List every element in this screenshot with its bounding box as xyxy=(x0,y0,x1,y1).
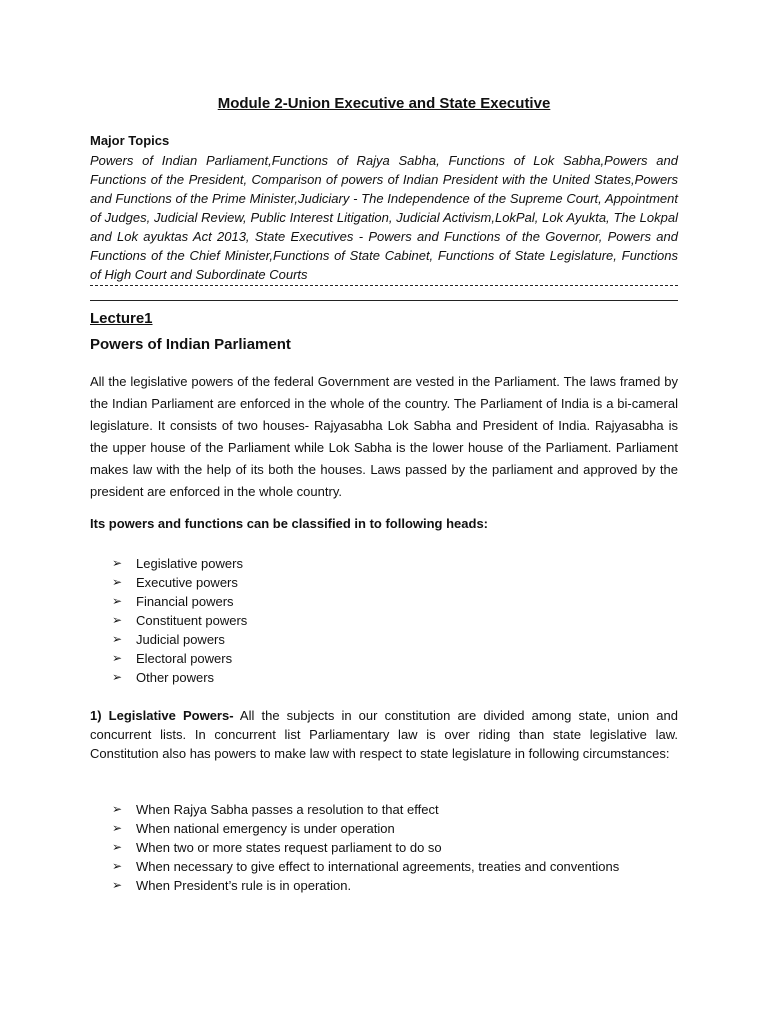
list-item xyxy=(112,857,619,876)
circumstances-list xyxy=(112,800,619,895)
list-item xyxy=(112,649,247,668)
arrow-bullet-icon: ➢ xyxy=(112,632,123,646)
list-item xyxy=(112,800,619,819)
list-item xyxy=(112,611,247,630)
arrow-bullet-icon: ➢ xyxy=(112,859,123,873)
section-heading: Powers of Indian Parliament xyxy=(90,336,291,353)
list-item xyxy=(112,592,247,611)
list-item-label: When President’s rule is in operation. xyxy=(136,878,352,893)
arrow-bullet-icon: ➢ xyxy=(112,878,123,892)
list-item xyxy=(112,668,247,687)
arrow-bullet-icon: ➢ xyxy=(112,613,123,627)
list-item-label: When national emergency is under operation xyxy=(136,821,395,836)
dashed-divider xyxy=(90,285,678,286)
list-item xyxy=(112,838,619,857)
major-topics-text: Powers of Indian Parliament,Functions of Rajya Sabha, Functions of Lok Sabha,Powers and Functions of the President, Comparison of powers of Indian President with the United States,Powers and Functions of the Prime Minister,Judiciary - The Independence of the Supreme Court, Appointment of Judges, Judicial Review, Public Interest Litigation, Judicial Activism,LokPal, Lok Ayukta, The Lokpal and Lok ayuktas Act 2013, State Executives - Powers and Functions of the Governor, Powers and Functions of the Chief Minister,Functions of State Cabinet, Functions of State Legislature, Functions of High Court and Subordinate Courts xyxy=(90,153,678,282)
list-item-label: Executive powers xyxy=(136,575,238,590)
arrow-bullet-icon: ➢ xyxy=(112,821,123,835)
legislative-powers-text: All the subjects in our constitution are divided among state, union and concurrent lists. In concurrent list Parliamentary law is over riding than state legislative law. Constitution also has powers to make law with respect to state legislature in following circumstances: xyxy=(90,708,678,761)
legislative-powers-paragraph xyxy=(90,706,678,763)
document-title-text: Module 2-Union Executive and State Executive xyxy=(217,95,551,112)
arrow-bullet-icon: ➢ xyxy=(112,556,123,570)
list-item-label: When Rajya Sabha passes a resolution to that effect xyxy=(136,802,439,817)
solid-divider xyxy=(90,300,678,301)
arrow-bullet-icon: ➢ xyxy=(112,840,123,854)
list-item-label: Constituent powers xyxy=(136,613,248,628)
major-topics-heading: Major Topics xyxy=(90,133,170,148)
list-item-label: Financial powers xyxy=(136,594,234,609)
list-item-label: Other powers xyxy=(136,670,215,685)
powers-list xyxy=(112,554,247,687)
arrow-bullet-icon: ➢ xyxy=(112,802,123,816)
list-item-label: When necessary to give effect to international agreements, treaties and conventions xyxy=(136,859,620,874)
legislative-powers-label: 1) Legislative Powers- xyxy=(90,708,234,723)
list-item-label: Electoral powers xyxy=(136,651,233,666)
document-title xyxy=(90,95,678,112)
list-item xyxy=(112,554,247,573)
list-item xyxy=(112,819,619,838)
list-item-label: Legislative powers xyxy=(136,556,243,571)
lecture-label: Lecture1 xyxy=(90,310,153,327)
arrow-bullet-icon: ➢ xyxy=(112,670,123,684)
arrow-bullet-icon: ➢ xyxy=(112,575,123,589)
list-item-label: Judicial powers xyxy=(136,632,225,647)
heads-heading: Its powers and functions can be classified in to following heads: xyxy=(90,516,488,531)
arrow-bullet-icon: ➢ xyxy=(112,594,123,608)
arrow-bullet-icon: ➢ xyxy=(112,651,123,665)
list-item xyxy=(112,573,247,592)
intro-paragraph: All the legislative powers of the federal Government are vested in the Parliament. The laws framed by the Indian Parliament are enforced in the whole of the country. The Parliament of India is a bi-cameral legislature. It consists of two houses- Rajyasabha Lok Sabha and President of India. Rajyasabha is the upper house of the Parliament while Lok Sabha is the lower house of the Parliament. Parliament makes law with the help of its both the houses. Laws passed by the parliament and approved by the president are enforced in the whole country. xyxy=(90,374,678,499)
list-item xyxy=(112,876,619,895)
list-item xyxy=(112,630,247,649)
list-item-label: When two or more states request parliament to do so xyxy=(136,840,442,855)
